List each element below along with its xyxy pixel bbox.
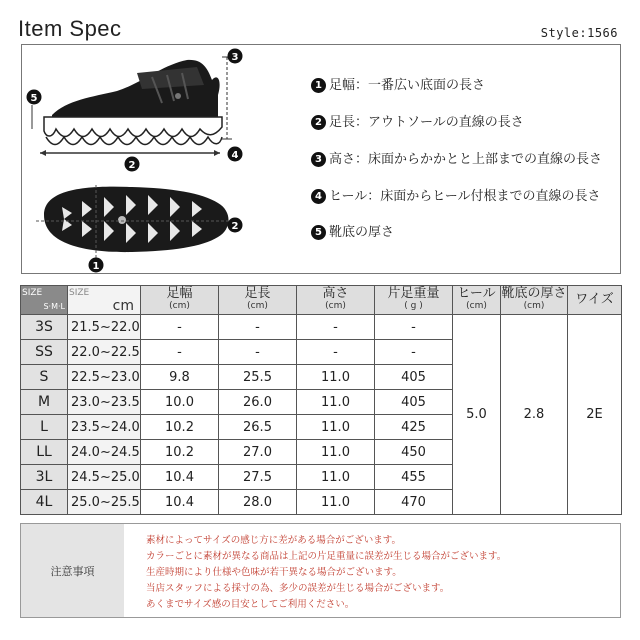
note-line: 生産時期により仕様や色味が若干異なる場合がございます。 xyxy=(146,567,402,578)
shoe-side-view xyxy=(44,60,222,145)
marker-3: 3 xyxy=(231,52,239,63)
legend-item: 1 足幅：一番広い底面の長さ xyxy=(311,74,485,93)
col-header-height: 高さ (cm) xyxy=(297,286,375,315)
marker-1: 1 xyxy=(92,261,100,272)
shoe-sole-view xyxy=(44,187,229,252)
note-line: 当店スタッフによる採寸の為、多少の誤差が生じる場合がございます。 xyxy=(146,583,450,594)
col-header-weight: 片足重量 ( g ) xyxy=(375,286,453,315)
marker-4: 4 xyxy=(231,150,239,161)
marker-2: 2 xyxy=(128,160,136,171)
note-line: カラーごとに素材が異なる商品は上記の片足重量に誤差が生じる場合がございます。 xyxy=(146,551,507,562)
table-row: L 23.5~24.0 10.2 26.5 11.0 425 xyxy=(21,415,622,440)
legend-item: 4 ヒール：床面からヒール付根までの直線の長さ xyxy=(311,185,600,204)
sole-value: 2.8 xyxy=(501,315,568,515)
legend-item: 3 高さ：床面からかかとと上部までの直線の長さ xyxy=(311,148,602,167)
page-title: Item Spec xyxy=(18,16,122,41)
col-header-sole: 靴底の厚さ (cm) xyxy=(501,286,568,315)
table-row: SS 22.0~22.5 - - - - xyxy=(21,340,622,365)
note-line: 素材によってサイズの感じ方に差がある場合がございます。 xyxy=(146,535,401,546)
col-header-heel: ヒール (cm) xyxy=(453,286,501,315)
table-row: 4L 25.0~25.5 10.4 28.0 11.0 470 xyxy=(21,490,622,515)
table-row: LL 24.0~24.5 10.2 27.0 11.0 450 xyxy=(21,440,622,465)
note-line: あくまでサイズ感の目安としてご利用ください。 xyxy=(146,599,355,610)
heel-value: 5.0 xyxy=(453,315,501,515)
col-header-wise: ワイズ xyxy=(568,286,622,315)
notes-body xyxy=(146,533,506,613)
spec-diagram-panel xyxy=(21,44,621,274)
col-header-length: 足長 (cm) xyxy=(219,286,297,315)
legend-item: 5 靴底の厚さ xyxy=(311,221,394,240)
col-header-width: 足幅 (cm) xyxy=(141,286,219,315)
table-row: 3S 21.5~22.0 - - - - 5.0 2.8 2E xyxy=(21,315,622,340)
wise-value: 2E xyxy=(568,315,622,515)
size-corner-cell: SIZE S·M·L xyxy=(21,286,68,315)
notes-label: 注意事項 xyxy=(21,524,124,617)
marker-5: 5 xyxy=(30,93,38,104)
style-code: Style:1566 xyxy=(540,26,618,40)
table-row: S 22.5~23.0 9.8 25.5 11.0 405 xyxy=(21,365,622,390)
size-table xyxy=(20,285,622,515)
notes-panel xyxy=(20,523,621,618)
table-row: M 23.0~23.5 10.0 26.0 11.0 405 xyxy=(21,390,622,415)
cm-corner-cell: SIZE cm xyxy=(68,286,141,315)
legend-item: 2 足長：アウトソールの直線の長さ xyxy=(311,111,524,130)
marker-2-sole: 2 xyxy=(231,221,239,232)
table-row: 3L 24.5~25.0 10.4 27.5 11.0 455 xyxy=(21,465,622,490)
